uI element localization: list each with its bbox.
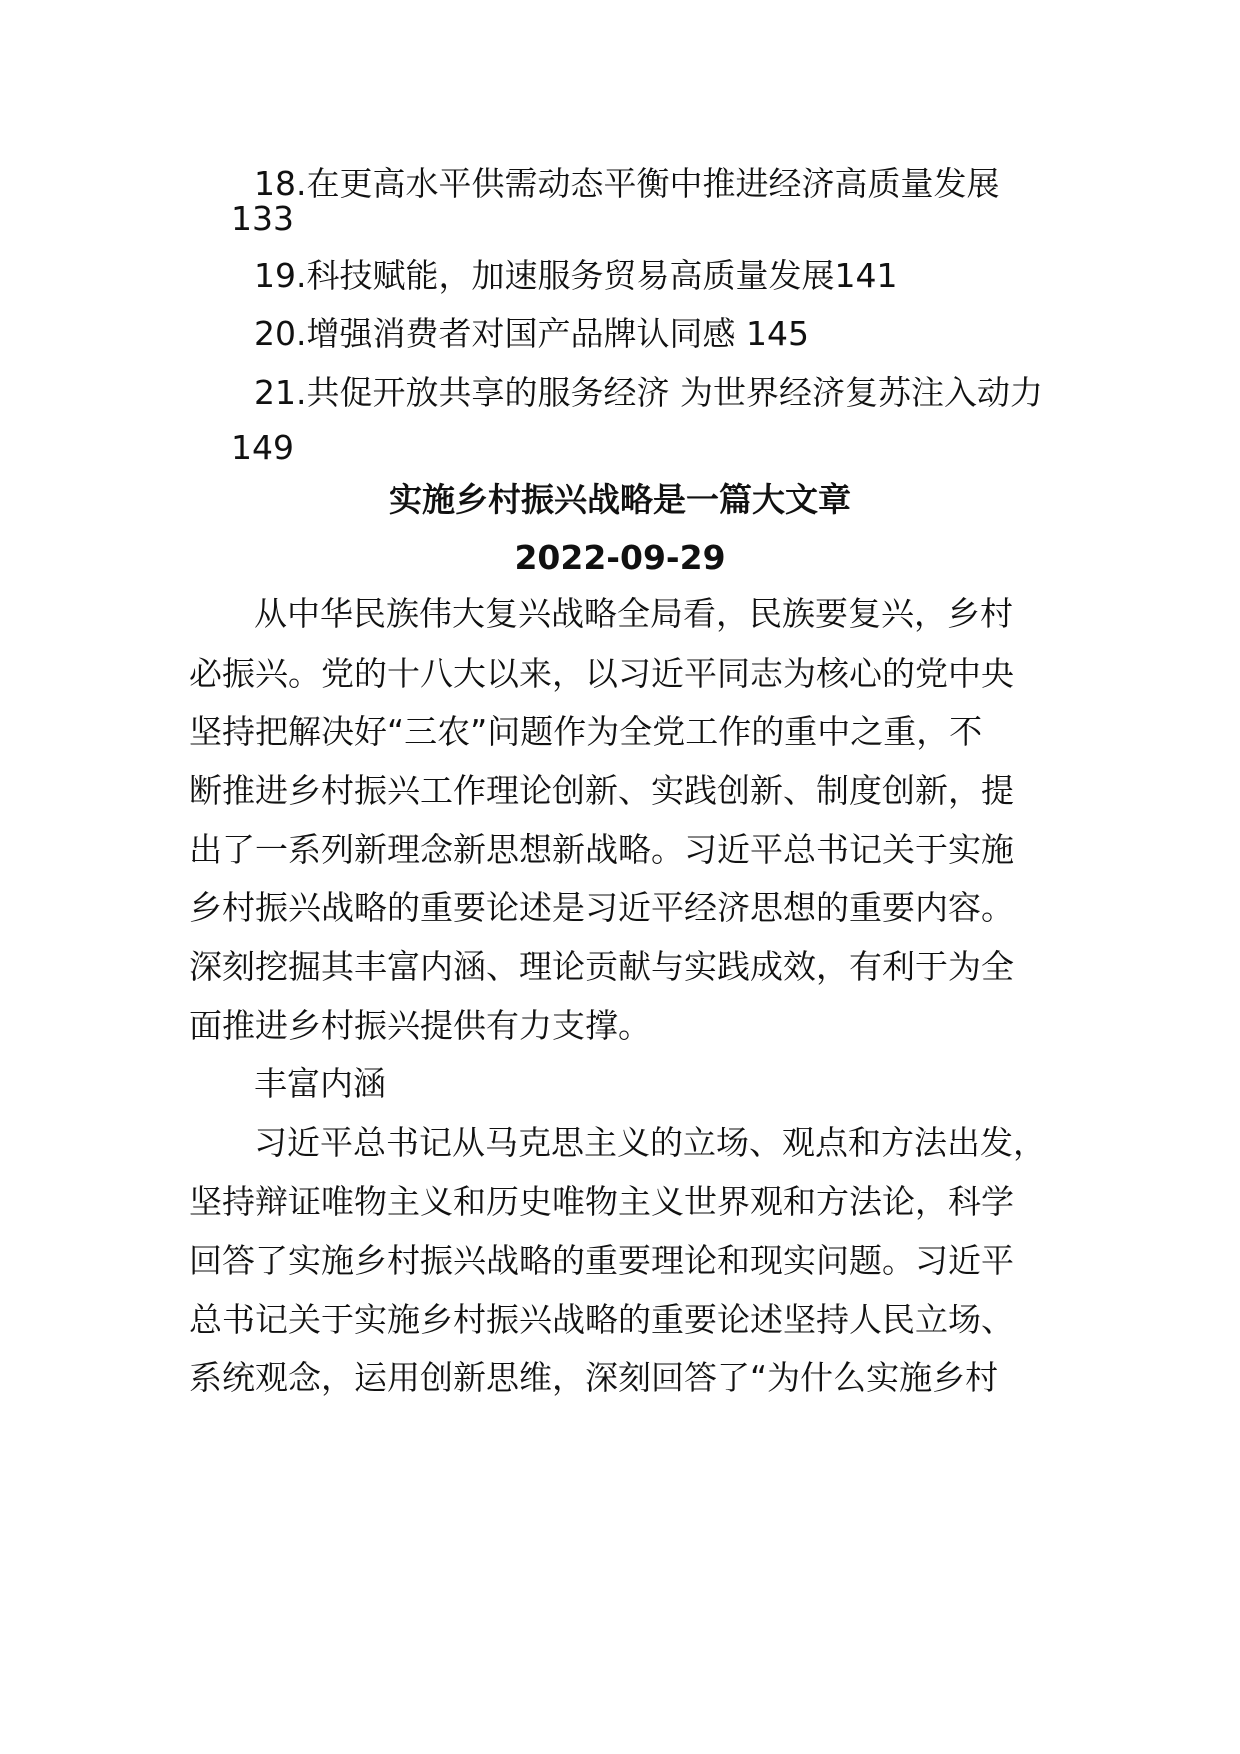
toc-item-18: 18.在更高水平供需动态平衡中推进经济高质量发展 (254, 164, 1000, 203)
paragraph-line: 回答了实施乡村振兴战略的重要理论和现实问题。习近平 (189, 1241, 1014, 1280)
paragraph-line: 总书记关于实施乡村振兴战略的重要论述坚持人民立场、 (189, 1300, 1014, 1339)
paragraph-line: 习近平总书记从马克思主义的立场、观点和方法出发， (254, 1123, 1046, 1162)
toc-item-19: 19.科技赋能，加速服务贸易高质量发展141 (254, 256, 898, 295)
toc-item-21: 21.共促开放共享的服务经济 为世界经济复苏注入动力 (254, 373, 1043, 412)
toc-item-18-page: 133 (231, 199, 294, 238)
section-heading: 丰富内涵 (254, 1064, 386, 1103)
toc-item-20: 20.增强消费者对国产品牌认同感 145 (254, 314, 809, 353)
paragraph-line: 坚持把解决好“三农”问题作为全党工作的重中之重，不 (189, 712, 983, 751)
paragraph-line: 乡村振兴战略的重要论述是习近平经济思想的重要内容。 (189, 888, 1014, 927)
article-date: 2022-09-29 (514, 538, 726, 577)
paragraph-line: 坚持辩证唯物主义和历史唯物主义世界观和方法论，科学 (189, 1182, 1014, 1221)
article-title: 实施乡村振兴战略是一篇大文章 (389, 480, 851, 519)
paragraph-line: 必振兴。党的十八大以来，以习近平同志为核心的党中央 (189, 654, 1014, 693)
paragraph-line: 面推进乡村振兴提供有力支撑。 (189, 1006, 651, 1045)
paragraph-line: 出了一系列新理念新思想新战略。习近平总书记关于实施 (189, 830, 1014, 869)
paragraph-line: 系统观念，运用创新思维，深刻回答了“为什么实施乡村 (189, 1358, 999, 1397)
paragraph-line: 从中华民族伟大复兴战略全局看，民族要复兴，乡村 (254, 594, 1013, 633)
toc-item-21-page: 149 (231, 428, 294, 467)
paragraph-line: 断推进乡村振兴工作理论创新、实践创新、制度创新，提 (189, 771, 1014, 810)
paragraph-line: 深刻挖掘其丰富内涵、理论贡献与实践成效，有利于为全 (189, 947, 1014, 986)
